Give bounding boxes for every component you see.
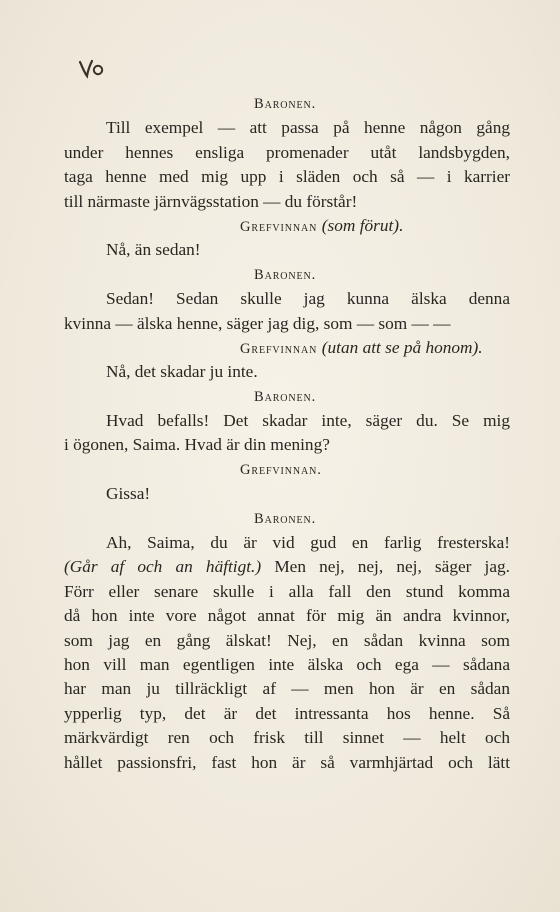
text-line xyxy=(64,190,510,214)
text-line xyxy=(64,604,510,628)
speaker-name: Grefvinnan xyxy=(240,218,318,235)
text-line xyxy=(64,653,510,677)
text-line xyxy=(64,360,510,384)
speaker-name: Grefvinnan xyxy=(240,340,318,357)
line-text: Ah, Saima, du är vid gud en farlig fresterska! xyxy=(106,533,510,553)
text-line xyxy=(64,141,510,165)
text-line xyxy=(64,433,510,457)
line-text: märkvärdigt ren och frisk till sinnet — helt och xyxy=(64,728,510,748)
line-text: Till exempel — att passa på henne någon gång xyxy=(106,118,510,138)
text-line xyxy=(64,629,510,653)
speaker-name: Baronen. xyxy=(254,388,317,405)
line-text: till närmaste järnvägsstation — du förstår! xyxy=(64,191,358,211)
line-text: Men nej, nej, nej, säger jag. xyxy=(274,557,510,577)
text-line xyxy=(64,751,510,775)
speaker-heading xyxy=(64,385,510,409)
line-text: då hon inte vore något annat för mig än andra kvinnor, xyxy=(64,606,510,626)
speaker-name: Baronen. xyxy=(254,96,317,112)
speaker-name: Baronen. xyxy=(254,510,317,527)
speaker-name: Baronen. xyxy=(254,266,317,283)
stage-direction: (utan att se på honom). xyxy=(321,337,483,357)
line-text: hållet passionsfri, fast hon är så varmhjärtad och lätt xyxy=(64,752,510,772)
ink-mark-decoration xyxy=(78,56,112,82)
text-line xyxy=(64,555,510,579)
text-line xyxy=(64,677,510,701)
text-line xyxy=(64,287,510,311)
text-line xyxy=(64,580,510,604)
text-line xyxy=(64,726,510,750)
line-text: Förr eller senare skulle i alla fall den stund komma xyxy=(64,581,510,601)
line-text: under hennes ensliga promenader utåt landsbygden, xyxy=(64,142,510,162)
line-text: Hvad befalls! Det skadar inte, säger du. Se mig xyxy=(106,411,510,431)
line-text: har man ju tillräckligt af — men hon är en sådan xyxy=(64,679,510,699)
stage-direction: (som förut). xyxy=(321,215,404,235)
speaker-heading xyxy=(64,507,510,531)
line-text: Sedan! Sedan skulle jag kunna älska denna xyxy=(106,289,510,309)
line-text: som jag en gång älskat! Nej, en sådan kvinna som xyxy=(64,630,510,650)
text-line xyxy=(64,482,510,506)
text-line xyxy=(64,165,510,189)
speaker-heading xyxy=(64,336,510,360)
line-text: hon vill man egentligen inte älska och ega — sådana xyxy=(64,654,510,674)
line-text: Nå, än sedan! xyxy=(106,240,201,260)
text-line xyxy=(64,531,510,555)
line-text: kvinna — älska henne, säger jag dig, som — som — — xyxy=(64,313,451,333)
line-text: i ögonen, Saima. Hvad är din mening? xyxy=(64,435,330,455)
text-line xyxy=(64,116,510,140)
text-line xyxy=(64,238,510,262)
line-text: ypperlig typ, det är det intressanta hos henne. Så xyxy=(64,703,510,723)
speaker-heading xyxy=(64,458,510,482)
speaker-heading xyxy=(64,214,510,238)
dialogue-text xyxy=(64,92,510,775)
speaker-name: Grefvinnan. xyxy=(240,461,322,478)
text-line xyxy=(64,409,510,433)
stage-direction: (Går af och an häftigt.) xyxy=(64,557,262,577)
text-line xyxy=(64,312,510,336)
text-line xyxy=(64,702,510,726)
speaker-heading xyxy=(64,263,510,287)
line-text: taga henne med mig upp i släden och så — i karrier xyxy=(64,167,510,187)
line-text: Gissa! xyxy=(106,484,151,504)
speaker-heading xyxy=(64,92,510,116)
line-text: Nå, det skadar ju inte. xyxy=(106,362,258,382)
